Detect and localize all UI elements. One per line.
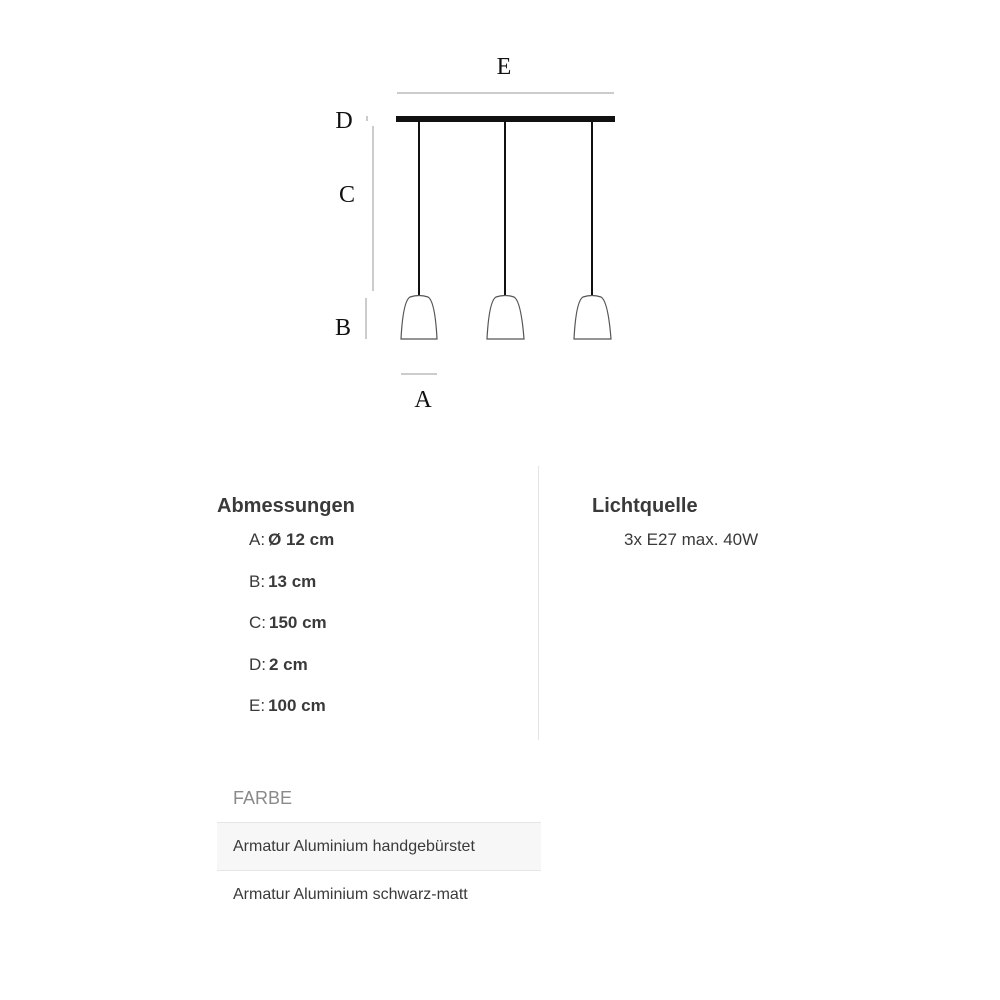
- color-option-black-matt[interactable]: Armatur Aluminium schwarz-matt: [233, 886, 468, 903]
- light-source-section: [592, 493, 892, 551]
- dimension-key: B:: [249, 571, 266, 591]
- dimension-key: C:: [249, 613, 266, 632]
- label-a: A: [414, 387, 432, 413]
- dimensions-heading: Abmessungen: [217, 495, 355, 517]
- ceiling-bar: [396, 116, 615, 122]
- lamp-shade-3: [574, 296, 611, 340]
- dimension-value: Ø 12 cm: [268, 530, 335, 549]
- dimension-item-b: [249, 571, 547, 613]
- dimension-diagram: [0, 0, 1000, 440]
- color-header: FARBE: [217, 776, 541, 823]
- section-divider: [538, 466, 539, 740]
- dimension-value: 2 cm: [269, 654, 308, 674]
- dimension-value: 100 cm: [268, 696, 326, 715]
- label-d: D: [335, 108, 353, 134]
- dimension-item-a: [249, 529, 547, 571]
- dimension-key: A:: [249, 530, 266, 549]
- dimensions-section: [217, 493, 547, 737]
- dimension-item-e: [249, 695, 547, 737]
- dimension-value: 150 cm: [269, 613, 327, 632]
- dimension-item-d: [249, 654, 547, 696]
- lamp-shade-2: [487, 296, 524, 340]
- dimension-value: 13 cm: [268, 571, 317, 591]
- light-source-value: 3x E27 max. 40W: [624, 530, 759, 549]
- color-option-brushed-aluminium[interactable]: Armatur Aluminium handgebürstet: [217, 823, 541, 871]
- label-c: C: [338, 182, 356, 208]
- label-e: E: [496, 54, 512, 80]
- label-b: B: [334, 315, 352, 341]
- dimensions-list: [249, 529, 547, 737]
- light-source-heading: Lichtquelle: [592, 495, 698, 517]
- color-options-table: [217, 776, 541, 919]
- dimension-key: E:: [249, 696, 266, 715]
- lamp-shade-1: [401, 296, 437, 340]
- dimension-key: D:: [249, 654, 266, 674]
- dimension-item-c: [249, 612, 547, 654]
